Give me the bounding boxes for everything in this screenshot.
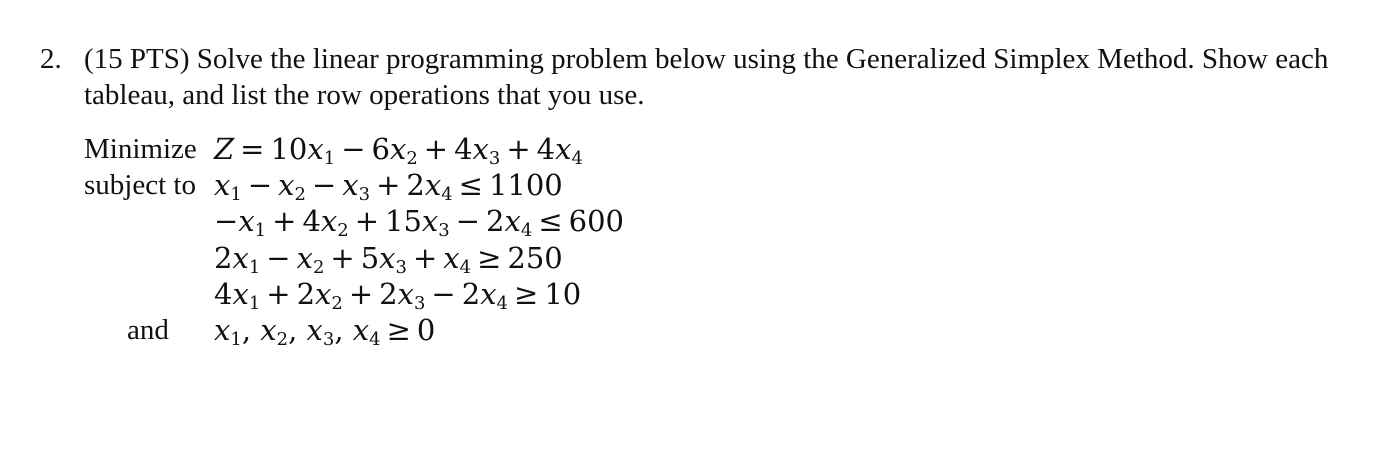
constraint-1-rhs: 1100 <box>488 168 563 202</box>
objective-coef-3: 4 <box>454 132 473 166</box>
constraint-2: $-x_1 + 4x_2 + 15x_3 - 2x_4 \le 600$ <box>214 204 624 241</box>
constraint-2-coef-2: 4 <box>302 204 321 238</box>
constraint-3-relation: ≥ <box>477 241 502 275</box>
and-label: and <box>127 314 169 346</box>
objective-variable: Z <box>214 132 235 166</box>
constraint-2-relation: ≤ <box>538 204 563 238</box>
objective-coef-1: 10 <box>270 132 308 166</box>
constraint-4-coef-4: 2 <box>461 277 481 311</box>
problem-statement <box>84 41 1374 113</box>
constraint-4: $4x_1 + 2x_2 + 2x_3 - 2x_4 \ge 10$ <box>214 277 582 314</box>
constraint-3-coef-3: 5 <box>360 241 380 275</box>
nonnegativity-constraint: $x_1$, $x_2$, $x_3$, $x_4 \ge 0$ <box>214 313 436 350</box>
problem-number: 2. <box>40 43 62 75</box>
constraint-2-coef-4: 2 <box>486 204 505 238</box>
constraint-2-coef-3: 15 <box>385 204 422 238</box>
objective-function: $Z = 10x_1 - 6x_2 + 4x_3 + 4x_4$ <box>214 132 583 169</box>
objective-coef-4: 4 <box>536 132 556 166</box>
nonnegativity-relation: ≥ <box>386 313 411 347</box>
constraint-4-coef-1: 4 <box>214 277 233 311</box>
constraint-1-coef-4: 2 <box>406 168 425 202</box>
constraint-4-relation: ≥ <box>514 277 539 311</box>
subject-to-label: subject to <box>84 169 196 201</box>
constraint-3-coef-1: 2 <box>214 241 233 275</box>
constraint-4-coef-2: 2 <box>296 277 316 311</box>
objective-coef-2: 6 <box>371 132 390 166</box>
constraint-3-rhs: 250 <box>507 241 563 275</box>
constraint-1-relation: ≤ <box>458 168 483 202</box>
constraint-2-rhs: 600 <box>568 204 624 238</box>
nonnegativity-rhs: 0 <box>416 313 436 347</box>
minimize-label: Minimize <box>84 133 197 165</box>
problem-intro-line-1: (15 PTS) Solve the linear programming problem below using the Generalized Simplex Method. Show each <box>84 43 1329 75</box>
constraint-1: $x_1 - x_2 - x_3 + 2x_4 \le 1100$ <box>214 168 563 205</box>
constraint-4-coef-3: 2 <box>379 277 398 311</box>
problem-intro-line-2: tableau, and list the row operations that you use. <box>84 79 645 111</box>
constraint-4-rhs: 10 <box>544 277 582 311</box>
constraint-3: $2x_1 - x_2 + 5x_3 + x_4 \ge 250$ <box>214 241 563 278</box>
